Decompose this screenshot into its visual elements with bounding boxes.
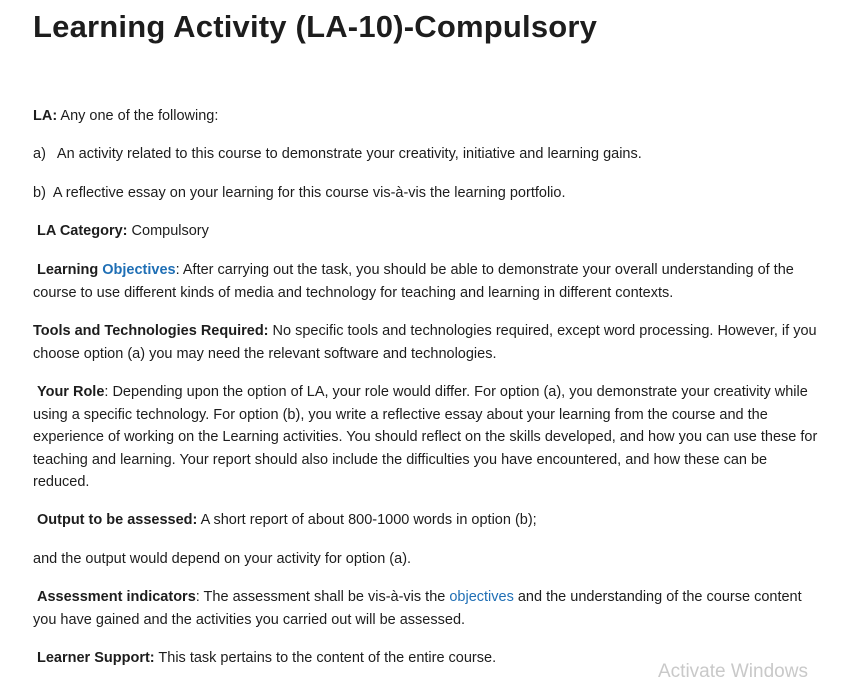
support-label: Learner Support:	[37, 650, 155, 666]
option-b-marker: b)	[33, 185, 46, 201]
assessment-label: Assessment indicators	[37, 589, 196, 605]
role-text: : Depending upon the option of LA, your role would differ. For option (a), you demonstrate your creativity while using a specific technology. For option (b), you write a reflective essay about your learning from the course and the experience of working on the Learning activities. You should reflect on the skills developed, and how you can use these for teaching and learning. Your report should also include the difficulties you have encountered, and how these can be reduced.	[33, 384, 818, 490]
output-continued-text: and the output would depend on your activity for option (a).	[33, 551, 412, 567]
category-paragraph	[33, 220, 827, 243]
objectives-label: Learning	[37, 262, 103, 278]
la-text: Any one of the following:	[57, 108, 219, 124]
output-text: A short report of about 800-1000 words in option (b);	[197, 512, 537, 528]
assessment-text-2: and the understanding of the course content you have gained and the activities you carried out will be assessed.	[33, 589, 802, 628]
option-a-marker: a)	[33, 146, 46, 162]
tools-text: No specific tools and technologies required, except word processing. However, if you choose option (a) you may need the relevant software and technologies.	[33, 323, 817, 362]
category-label: LA Category:	[37, 223, 128, 239]
activate-windows-watermark: Activate Windows	[658, 661, 808, 682]
objectives-link[interactable]: objectives	[449, 589, 514, 605]
tools-paragraph	[33, 320, 823, 365]
page-title: Learning Activity (LA-10)-Compulsory	[33, 9, 598, 44]
assessment-paragraph	[33, 586, 823, 631]
tools-label: Tools and Technologies Required:	[33, 323, 269, 339]
option-b-paragraph	[33, 182, 823, 205]
output-paragraph	[33, 509, 827, 532]
output-label: Output to be assessed:	[37, 512, 198, 528]
la-label: LA:	[33, 108, 58, 124]
la-paragraph	[33, 105, 823, 128]
objectives-text: : After carrying out the task, you should be able to demonstrate your overall understanding of the course to use different kinds of media and technology for teaching and learning in different contexts.	[33, 262, 794, 301]
role-label: Your Role	[37, 384, 105, 400]
role-paragraph	[33, 381, 823, 494]
assessment-text-1: : The assessment shall be vis-à-vis the	[195, 589, 450, 605]
option-a-paragraph	[33, 143, 823, 166]
category-text: Compulsory	[127, 223, 209, 239]
objectives-label-link[interactable]: Objectives	[102, 262, 176, 278]
objectives-paragraph	[33, 259, 823, 304]
support-text: This task pertains to the content of the entire course.	[154, 650, 497, 666]
output-continued-paragraph	[33, 548, 823, 571]
option-a-text: An activity related to this course to demonstrate your creativity, initiative and learning gains.	[56, 146, 642, 162]
option-b-text: A reflective essay on your learning for this course vis-à-vis the learning portfolio.	[52, 185, 566, 201]
